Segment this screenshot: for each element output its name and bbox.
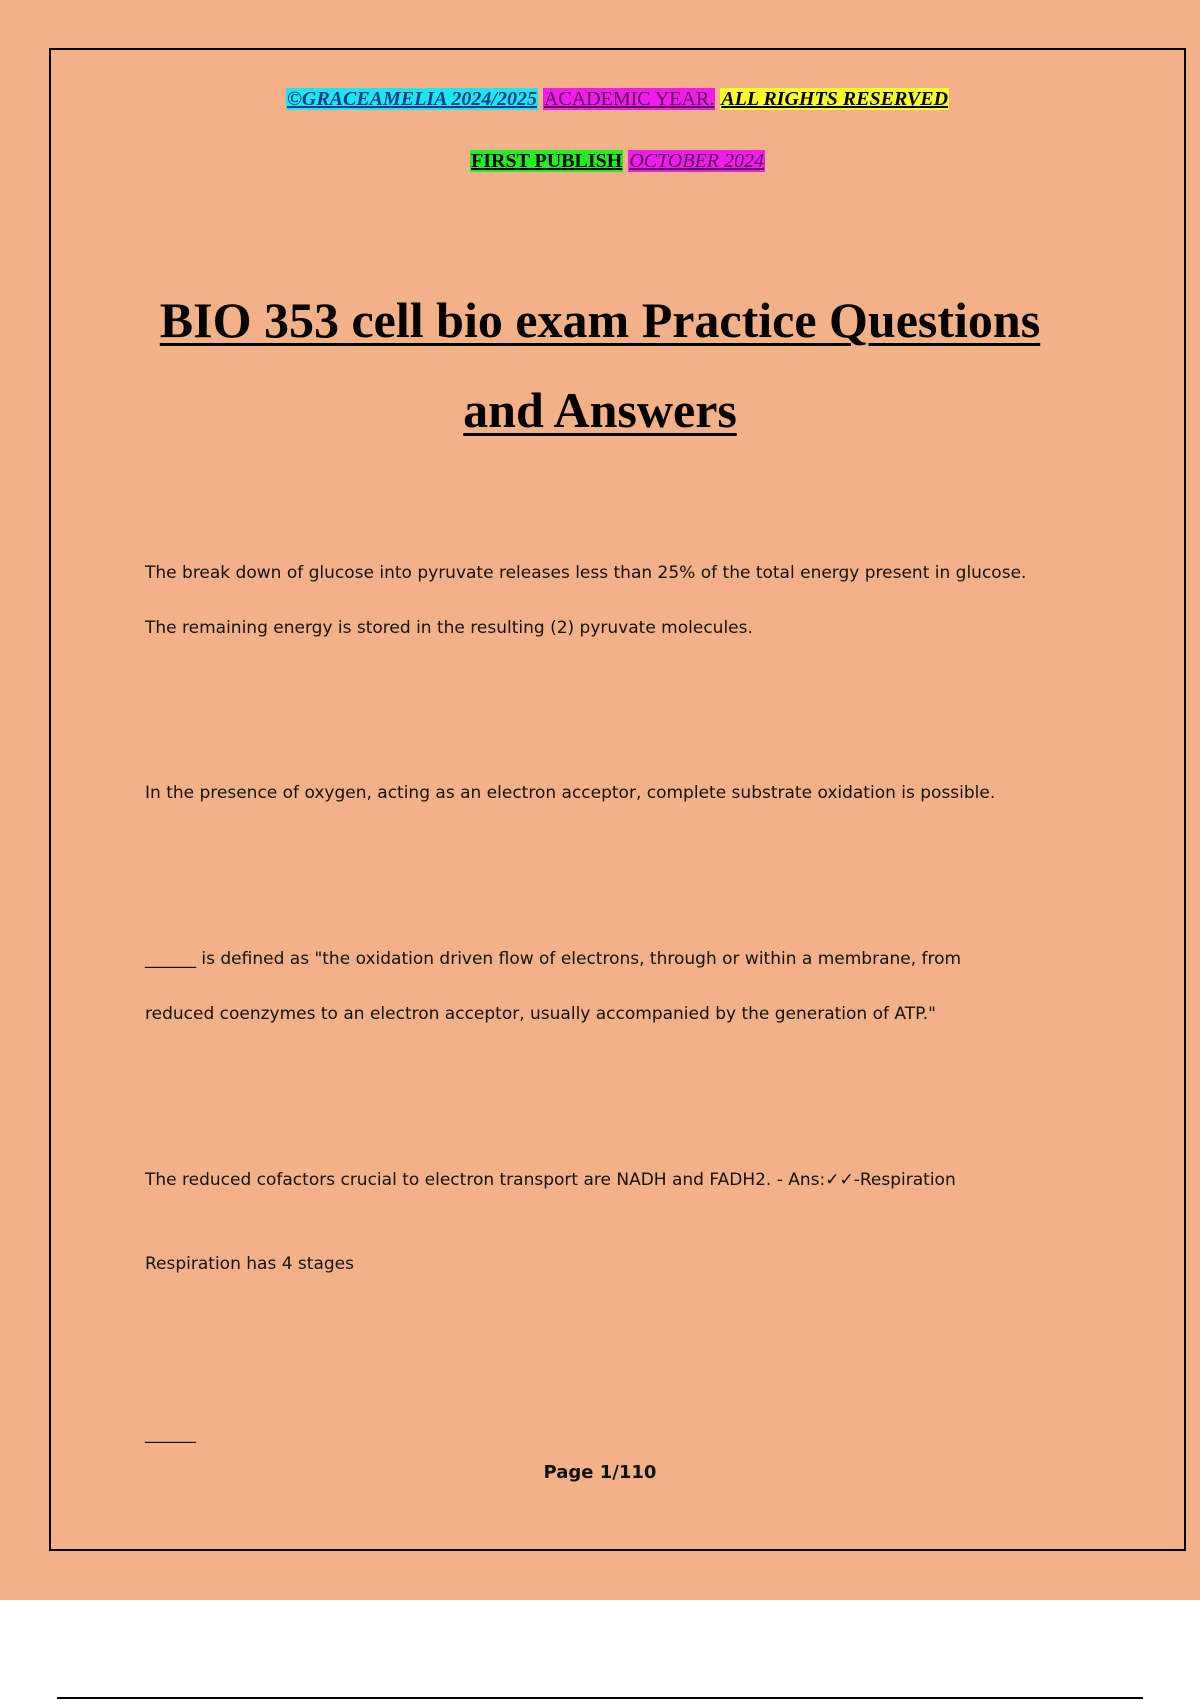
paragraph-4-answer: The reduced cofactors crucial to electron transport are NADH and FADH2. - Ans:✓✓-Respiration [145,1170,956,1190]
paragraph-5: Respiration has 4 stages [145,1254,354,1274]
document-title [0,275,1200,455]
title-line-1: BIO 353 cell bio exam Practice Questions [159,292,1041,348]
publish-date-label: OCTOBER 2024 [629,150,764,172]
header-line-copyright [51,87,1184,111]
paragraph-2: In the presence of oxygen, acting as an electron acceptor, complete substrate oxidation is possible. [145,783,996,803]
academic-year-label: ACADEMIC YEAR. [543,88,715,110]
paragraph-6-blank: ______ [145,1424,196,1444]
first-publish-label: FIRST PUBLISH [471,150,623,172]
paragraph-1-line-1: The break down of glucose into pyruvate releases less than 25% of the total energy present in glucose. [145,563,1027,583]
page-number: Page 1/110 [543,1462,657,1483]
header-line-publish [51,149,1184,173]
paragraph-3-line-1: ______ is defined as "the oxidation driven flow of electrons, through or within a membrane, from [145,949,962,969]
copyright-label: ©GRACEAMELIA 2024/2025 [286,88,537,110]
rights-reserved-label: ALL RIGHTS RESERVED [721,88,949,110]
paragraph-1-line-2: The remaining energy is stored in the resulting (2) pyruvate molecules. [145,618,753,638]
title-line-2: and Answers [463,382,737,438]
paragraph-3-line-2: reduced coenzymes to an electron acceptor, usually accompanied by the generation of ATP." [145,1004,936,1024]
next-page-divider [57,1697,1143,1699]
